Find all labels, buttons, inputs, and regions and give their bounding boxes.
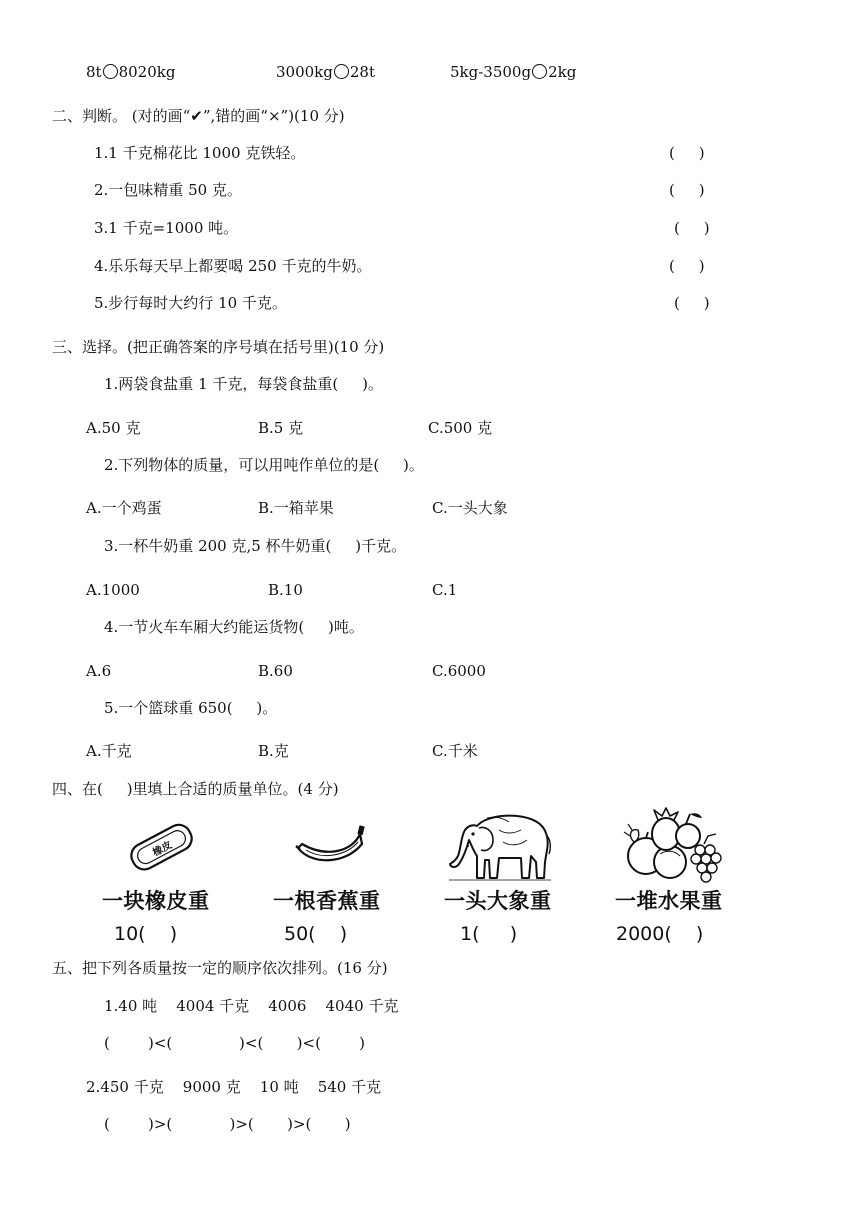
judge-answer-2[interactable]: ( ) — [669, 181, 705, 199]
choice-option-3a[interactable]: A.1000 — [86, 581, 140, 599]
section5-title: 五、把下列各质量按一定的顺序依次排列。(16 分) — [52, 959, 388, 977]
choice-option-5b[interactable]: B.克 — [258, 742, 289, 760]
order-question-1: 1.40 吨 4004 千克 4006 4040 千克 — [104, 997, 399, 1015]
banana-unit-blank[interactable]: 50( ) — [284, 923, 348, 945]
choice-question-4: 4.一节火车车厢大约能运货物( )吨。 — [104, 618, 364, 636]
choice-option-4a[interactable]: A.6 — [86, 662, 112, 680]
section4-title: 四、在( )里填上合适的质量单位。(4 分) — [52, 780, 339, 798]
compare-circle-1[interactable] — [103, 64, 118, 79]
elephant-icon — [443, 806, 555, 882]
elephant-unit-blank[interactable]: 1( ) — [460, 923, 518, 945]
judge-item-3: 3.1 千克=1000 吨。 — [94, 219, 239, 237]
section2-title: 二、判断。 (对的画“✔”,错的画“×”)(10 分) — [52, 107, 345, 125]
judge-item-4: 4.乐乐每天早上都要喝 250 千克的牛奶。 — [94, 257, 372, 275]
choice-option-5c[interactable]: C.千米 — [432, 742, 478, 760]
choice-question-2: 2.下列物体的质量，可以用吨作单位的是( )。 — [104, 456, 424, 474]
order-answer-2[interactable]: ( )>( )>( )>( ) — [104, 1115, 351, 1133]
svg-text:橡皮: 橡皮 — [151, 839, 175, 859]
compare-item-1: 8t 8020kg — [86, 63, 176, 81]
banana-caption: 一根香蕉重 — [273, 889, 381, 913]
choice-option-2c[interactable]: C.一头大象 — [432, 499, 508, 517]
order-answer-1[interactable]: ( )<( )<( )<( ) — [104, 1034, 365, 1052]
eraser-icon — [122, 818, 202, 878]
section3-title: 三、选择。(把正确答案的序号填在括号里)(10 分) — [52, 338, 385, 356]
compare-circle-3[interactable] — [532, 64, 547, 79]
judge-answer-4[interactable]: ( ) — [669, 257, 705, 275]
choice-option-2a[interactable]: A.一个鸡蛋 — [86, 499, 162, 517]
fruit-caption: 一堆水果重 — [615, 889, 723, 913]
choice-question-1: 1.两袋食盐重 1 千克，每袋食盐重( )。 — [104, 375, 383, 393]
eraser-unit-blank[interactable]: 10( ) — [114, 923, 178, 945]
judge-answer-3[interactable]: ( ) — [674, 219, 710, 237]
choice-option-3b[interactable]: B.10 — [268, 581, 303, 599]
choice-option-2b[interactable]: B.一箱苹果 — [258, 499, 334, 517]
choice-option-1a[interactable]: A.50 克 — [86, 419, 141, 437]
fruit-unit-blank[interactable]: 2000( ) — [616, 923, 704, 945]
compare-circle-2[interactable] — [334, 64, 349, 79]
compare-item-2: 3000kg 28t — [276, 63, 375, 81]
judge-answer-1[interactable]: ( ) — [669, 144, 705, 162]
judge-item-2: 2.一包味精重 50 克。 — [94, 181, 242, 199]
choice-option-1c[interactable]: C.500 克 — [428, 419, 493, 437]
elephant-caption: 一头大象重 — [444, 889, 552, 913]
choice-question-5: 5.一个篮球重 650( )。 — [104, 699, 278, 717]
choice-option-4b[interactable]: B.60 — [258, 662, 293, 680]
order-question-2: 2.450 千克 9000 克 10 吨 540 千克 — [86, 1078, 382, 1096]
choice-question-3: 3.一杯牛奶重 200 克,5 杯牛奶重( )千克。 — [104, 537, 407, 555]
judge-answer-5[interactable]: ( ) — [674, 294, 710, 312]
choice-option-3c[interactable]: C.1 — [432, 581, 458, 599]
choice-option-4c[interactable]: C.6000 — [432, 662, 486, 680]
eraser-caption: 一块橡皮重 — [102, 889, 210, 913]
choice-option-1b[interactable]: B.5 克 — [258, 419, 304, 437]
fruit-pile-icon — [620, 806, 724, 884]
judge-item-5: 5.步行每时大约行 10 千克。 — [94, 294, 287, 312]
judge-item-1: 1.1 千克棉花比 1000 克铁轻。 — [94, 144, 306, 162]
choice-option-5a[interactable]: A.千克 — [86, 742, 132, 760]
banana-icon — [292, 822, 372, 872]
compare-item-3: 5kg-3500g 2kg — [450, 63, 577, 81]
